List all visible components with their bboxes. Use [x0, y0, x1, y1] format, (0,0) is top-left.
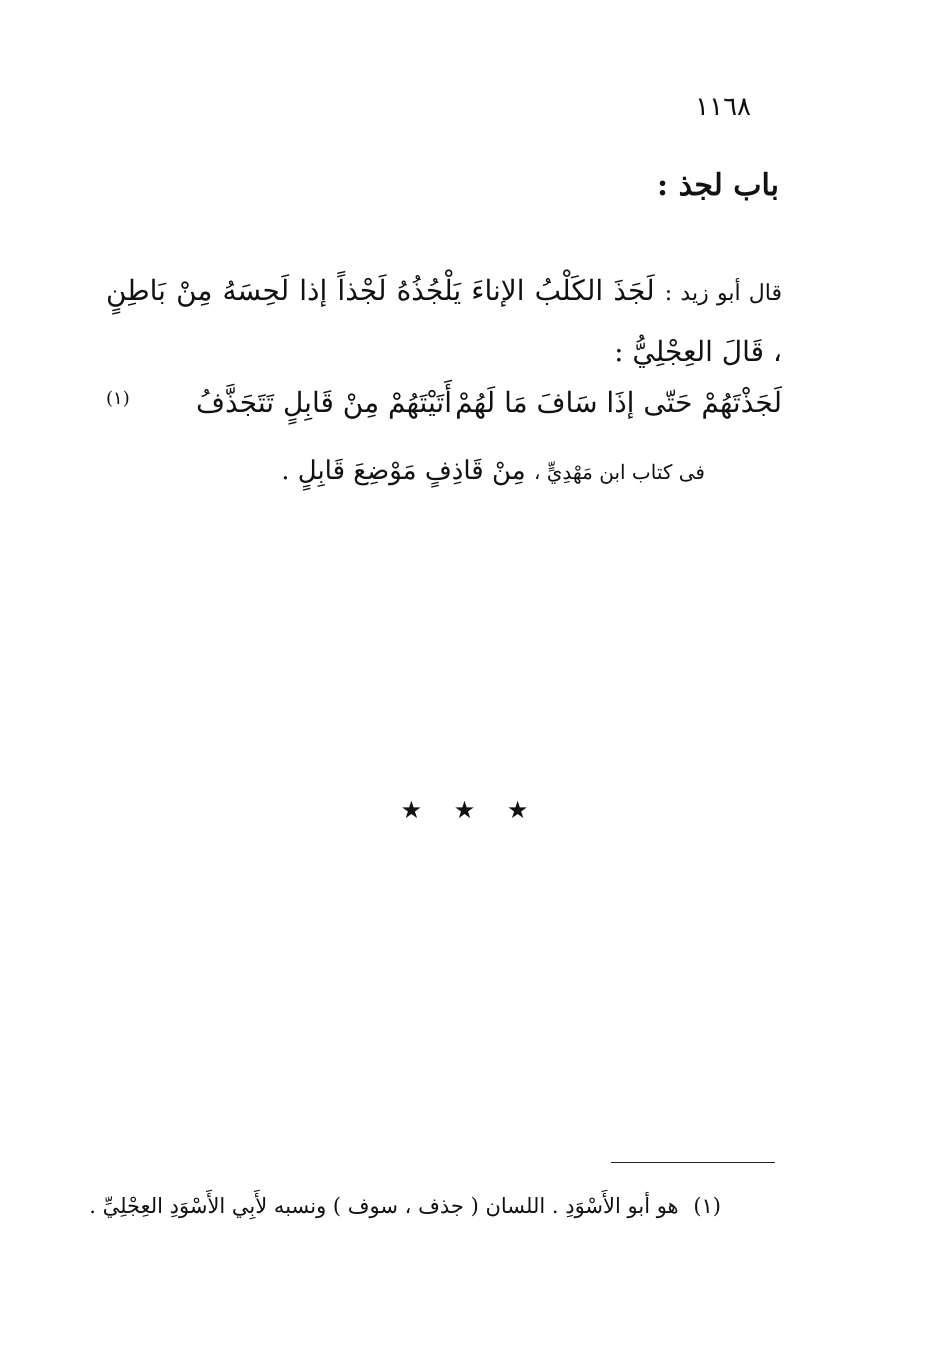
- section-ornament-stars: ★ ★ ★: [400, 796, 541, 824]
- speaker-attribution: قال أبو زيد :: [664, 281, 782, 306]
- body-paragraph: [106, 262, 782, 381]
- poetry-verse: [106, 386, 782, 436]
- chapter-heading: باب لجذ :: [657, 168, 779, 203]
- verse-first-hemistich: لَجَذْتَهُمْ حَتّى إذَا سَافَ مَا لَهُمْ: [455, 386, 782, 419]
- body-text: لَجَذَ الكَلْبُ الإناءَ يَلْجُذُهُ لَجْذاً إذا لَحِسَهُ مِنْ بَاطِنٍ ، قَالَ العِجْلِيُّ :: [106, 274, 782, 368]
- footnote-number: (١): [693, 1194, 721, 1218]
- variant-note: [281, 456, 705, 486]
- page-number: ١١٦٨: [695, 92, 751, 122]
- variant-note-text: مِنْ قَاذِفٍ مَوْضِعَ قَابِلٍ .: [281, 456, 526, 486]
- footnote-reference: (١): [106, 388, 130, 409]
- footnote-text: هو أبو الأَسْوَدِ . اللسان ( جذف ، سوف ) ونسبه لأَبِي الأَسْوَدِ العِجْلِيِّ .: [89, 1194, 679, 1218]
- footnote: [89, 1194, 721, 1218]
- variant-note-source: فى كتاب ابن مَهْدِيٍّ ،: [533, 460, 705, 484]
- verse-second-hemistich: أَتَيْتَهُمْ مِنْ قَابِلٍ تَتَجَذَّفُ: [196, 386, 452, 419]
- footnote-divider: [611, 1162, 775, 1163]
